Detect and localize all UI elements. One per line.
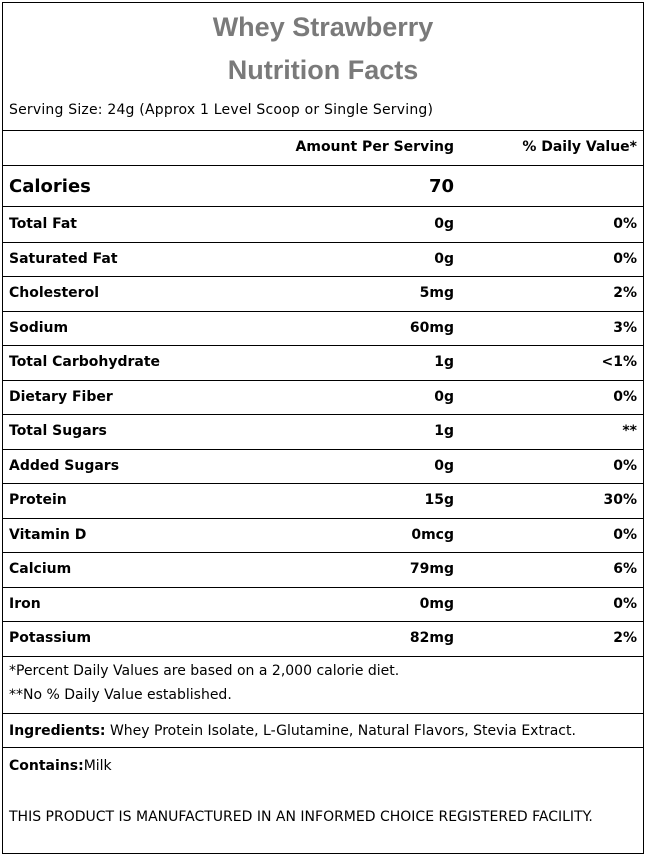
divider xyxy=(3,483,643,484)
nutrient-name: Sodium xyxy=(9,319,69,336)
divider xyxy=(3,449,643,450)
serving-size: Serving Size: 24g (Approx 1 Level Scoop or Single Serving) xyxy=(9,102,434,118)
divider xyxy=(3,345,643,346)
nutrient-amount: 0g xyxy=(434,388,454,405)
nutrient-daily-value: 0% xyxy=(613,457,637,474)
nutrient-daily-value: <1% xyxy=(601,354,637,370)
nutrition-label xyxy=(2,2,644,854)
ingredients xyxy=(9,723,576,739)
calories-label: Calories xyxy=(9,176,91,197)
divider xyxy=(3,518,643,519)
nutrient-amount: 1g xyxy=(434,423,454,439)
divider xyxy=(3,276,643,277)
nutrient-amount: 0mcg xyxy=(411,526,454,543)
nutrient-daily-value: 0% xyxy=(613,526,637,543)
divider xyxy=(3,414,643,415)
footnote-no-dv: **No % Daily Value established. xyxy=(9,687,232,703)
nutrient-daily-value: 3% xyxy=(613,319,637,336)
nutrition-facts-heading: Nutrition Facts xyxy=(227,55,419,85)
ingredients-label: Ingredients: xyxy=(9,723,106,739)
header-daily-value: % Daily Value* xyxy=(522,139,637,155)
nutrient-name: Total Sugars xyxy=(9,423,107,439)
divider xyxy=(3,713,643,714)
calories-value: 70 xyxy=(428,176,454,197)
nutrient-amount: 0g xyxy=(434,216,454,232)
nutrient-name: Added Sugars xyxy=(9,457,120,474)
nutrient-daily-value: 2% xyxy=(613,285,637,301)
nutrient-name: Total Fat xyxy=(9,216,78,232)
nutrient-name: Total Carbohydrate xyxy=(9,354,161,370)
nutrient-amount: 0mg xyxy=(419,595,454,612)
nutrient-daily-value: 0% xyxy=(613,216,637,232)
nutrient-name: Potassium xyxy=(9,630,92,646)
divider xyxy=(3,242,643,243)
divider xyxy=(3,380,643,381)
divider xyxy=(3,311,643,312)
divider xyxy=(3,587,643,588)
product-title: Whey Strawberry xyxy=(212,12,434,42)
nutrient-name: Cholesterol xyxy=(9,285,99,301)
nutrient-daily-value: 0% xyxy=(613,388,637,405)
nutrient-name: Protein xyxy=(9,492,67,508)
nutrient-daily-value: 0% xyxy=(613,595,637,612)
nutrient-amount: 5mg xyxy=(419,285,454,301)
nutrient-amount: 15g xyxy=(424,492,454,508)
nutrient-daily-value: 0% xyxy=(613,250,637,267)
nutrient-amount: 1g xyxy=(434,354,454,370)
nutrient-daily-value: 6% xyxy=(613,561,637,577)
contains-label: Contains: xyxy=(9,758,84,774)
divider xyxy=(3,621,643,622)
contains-text: Milk xyxy=(83,758,112,774)
divider xyxy=(3,206,643,207)
nutrient-amount: 60mg xyxy=(409,319,454,336)
nutrient-name: Dietary Fiber xyxy=(9,388,113,405)
nutrient-daily-value: ** xyxy=(622,423,637,439)
facility-disclaimer: THIS PRODUCT IS MANUFACTURED IN AN INFORMED CHOICE REGISTERED FACILITY. xyxy=(9,809,593,825)
header-amount: Amount Per Serving xyxy=(295,139,454,155)
nutrient-name: Iron xyxy=(9,595,41,612)
divider xyxy=(3,130,643,131)
nutrient-daily-value: 30% xyxy=(603,492,637,508)
nutrient-name: Saturated Fat xyxy=(9,250,118,267)
contains xyxy=(9,758,112,774)
nutrient-amount: 82mg xyxy=(409,630,454,646)
divider xyxy=(3,656,643,657)
divider xyxy=(3,747,643,748)
nutrient-amount: 0g xyxy=(434,457,454,474)
ingredients-text: Whey Protein Isolate, L-Glutamine, Natural Flavors, Stevia Extract. xyxy=(105,723,576,739)
nutrient-amount: 0g xyxy=(434,250,454,267)
nutrient-daily-value: 2% xyxy=(613,630,637,646)
nutrient-name: Vitamin D xyxy=(9,526,87,543)
nutrient-name: Calcium xyxy=(9,561,72,577)
nutrient-amount: 79mg xyxy=(409,561,454,577)
divider xyxy=(3,165,643,166)
footnote-daily-values: *Percent Daily Values are based on a 2,000 calorie diet. xyxy=(9,663,400,679)
divider xyxy=(3,552,643,553)
